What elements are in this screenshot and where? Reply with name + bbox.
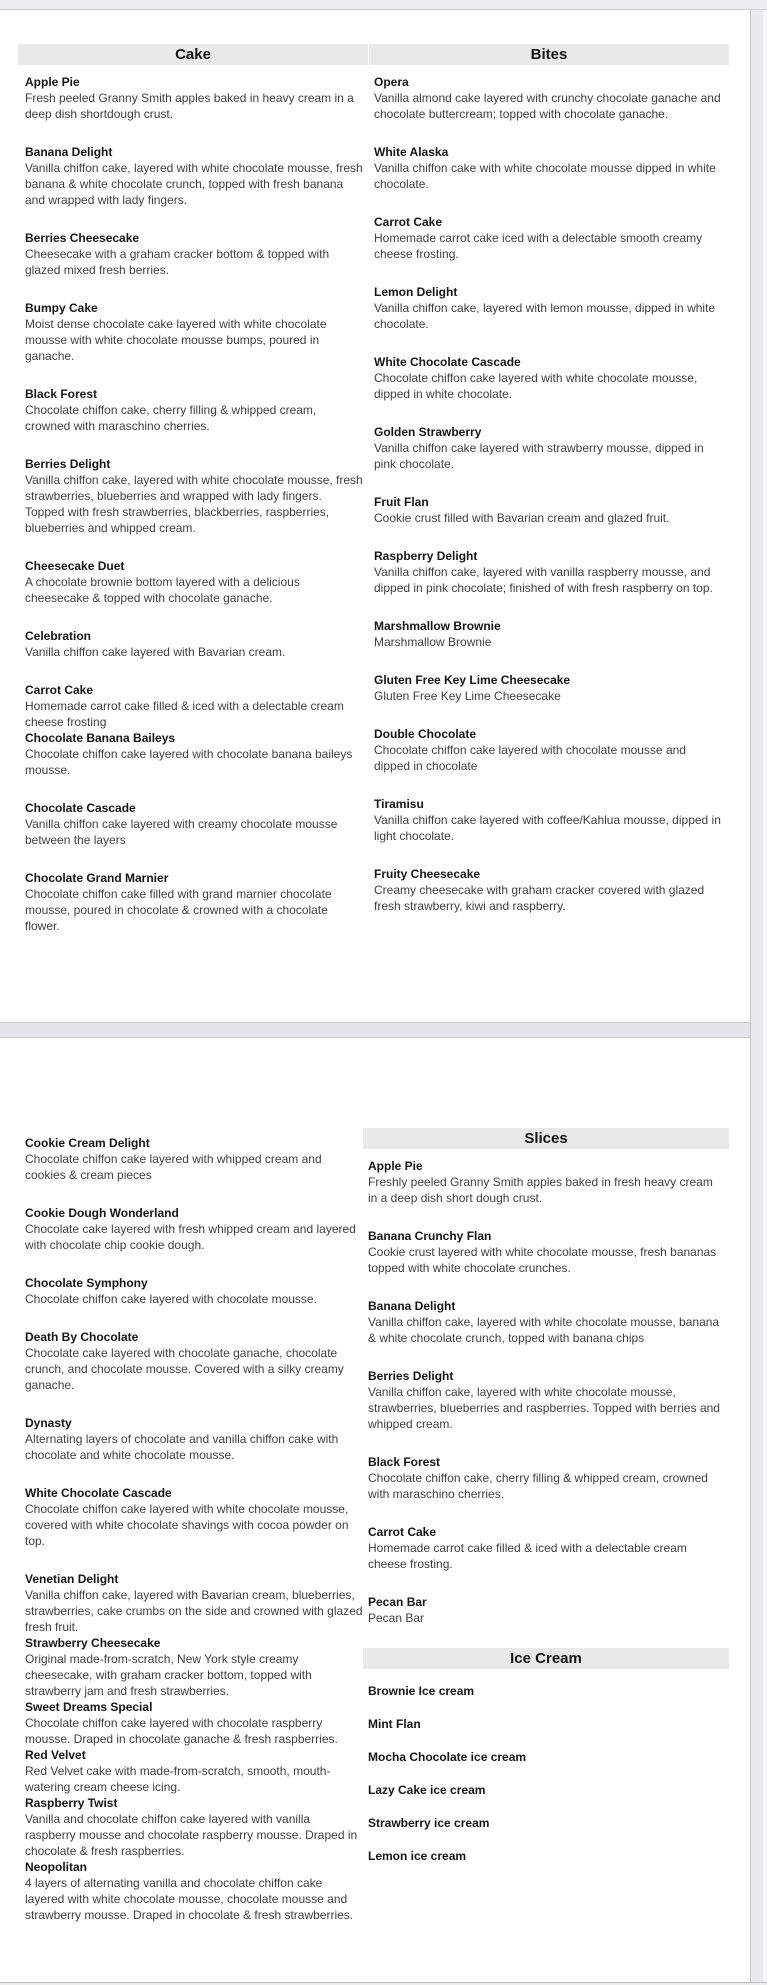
- menu-item: [374, 424, 725, 472]
- slices-items-list: [363, 1158, 729, 1626]
- menu-item-description: Homemade carrot cake filled & iced with a delectable cream cheese frosting.: [368, 1541, 687, 1571]
- menu-item: [25, 682, 364, 730]
- menu-item-name: Berries Delight: [368, 1369, 454, 1383]
- menu-item-name: Gluten Free Key Lime Cheesecake: [374, 673, 571, 687]
- menu-item-name: Mocha Chocolate ice cream: [368, 1750, 527, 1764]
- menu-item-description: Freshly peeled Granny Smith apples baked in fresh heavy cream in a deep dish short dough crust.: [368, 1175, 713, 1205]
- menu-item-name: Strawberry Cheesecake: [25, 1636, 161, 1650]
- menu-item-description: Homemade carrot cake iced with a delectable smooth creamy cheese frosting.: [374, 231, 703, 261]
- menu-item-description: Vanilla chiffon cake with white chocolate mousse dipped in white chocolate.: [374, 161, 716, 191]
- menu-item: [374, 144, 725, 192]
- ice-cream-items-list: [363, 1683, 729, 1864]
- menu-item-description: Vanilla chiffon cake, layered with white chocolate mousse, fresh banana & white chocolate crunch, topped with fresh banana and wrapped with lady fingers.: [25, 161, 363, 207]
- menu-item-description: Chocolate chiffon cake layered with white chocolate mousse, covered with white chocolate shavings with cocoa powder on top.: [25, 1502, 349, 1548]
- menu-item: [374, 726, 725, 774]
- menu-item-name: Cookie Dough Wonderland: [25, 1206, 179, 1220]
- menu-item: [368, 1368, 725, 1432]
- menu-item-description: Gluten Free Key Lime Cheesecake: [374, 689, 561, 703]
- menu-item-name: White Chocolate Cascade: [374, 355, 521, 369]
- page-break: [0, 1022, 767, 1038]
- cake-continued-items-list: [18, 1135, 368, 1923]
- menu-item-description: Chocolate chiffon cake, cherry filling & whipped cream, crowned with maraschino cherries.: [25, 403, 317, 433]
- bites-section-header: Bites: [369, 44, 729, 65]
- menu-item-description: Chocolate cake layered with fresh whipped cream and layered with chocolate chip cookie dough.: [25, 1222, 356, 1252]
- menu-item-name: Black Forest: [25, 387, 98, 401]
- menu-item: [25, 1571, 364, 1635]
- ice-cream-section-header: Ice Cream: [363, 1648, 729, 1669]
- menu-item-description: Chocolate chiffon cake layered with whipped cream and cookies & cream pieces: [25, 1152, 322, 1182]
- menu-item: [374, 354, 725, 402]
- menu-item-name: Marshmallow Brownie: [374, 619, 501, 633]
- menu-item: [374, 866, 725, 914]
- menu-item-name: Black Forest: [368, 1455, 441, 1469]
- menu-item-name: Bumpy Cake: [25, 301, 98, 315]
- menu-item: [374, 74, 725, 122]
- page2-cake-continued-column: [18, 1135, 368, 1923]
- menu-item-name: Cheesecake Duet: [25, 559, 125, 573]
- slices-section-header: Slices: [363, 1128, 729, 1149]
- viewer-top-margin: [0, 0, 767, 10]
- menu-item-description: Vanilla and chocolate chiffon cake layered with vanilla raspberry mousse and chocolate raspberry mousse. Draped in chocolate & fresh raspberries.: [25, 1812, 358, 1858]
- cake-section-header: Cake: [18, 44, 368, 65]
- menu-page-1: [0, 10, 750, 1022]
- menu-item: [374, 548, 725, 596]
- menu-item: [25, 1635, 364, 1699]
- scrollbar-track[interactable]: [763, 10, 767, 1982]
- menu-item-description: Pecan Bar: [368, 1611, 425, 1625]
- menu-item: [368, 1594, 725, 1626]
- menu-item-description: Red Velvet cake with made-from-scratch, smooth, mouth-watering cream cheese icing.: [25, 1764, 331, 1794]
- menu-item-name: Pecan Bar: [368, 1595, 427, 1609]
- menu-item-description: Vanilla chiffon cake layered with Bavarian cream.: [25, 645, 286, 659]
- menu-item-name: Chocolate Grand Marnier: [25, 871, 169, 885]
- menu-item: [368, 1454, 725, 1502]
- menu-item: [368, 1524, 725, 1572]
- menu-item-description: Chocolate chiffon cake layered with chocolate banana baileys mousse.: [25, 747, 353, 777]
- menu-item-name: Strawberry ice cream: [368, 1816, 490, 1830]
- menu-item: [25, 74, 364, 122]
- menu-item-name: Berries Delight: [25, 457, 111, 471]
- menu-item-name: Apple Pie: [368, 1159, 423, 1173]
- menu-item-name: Death By Chocolate: [25, 1330, 139, 1344]
- menu-item: [374, 672, 725, 704]
- menu-item-description: Vanilla chiffon cake, layered with Bavarian cream, blueberries, strawberries, cake crumbs on the side and crowned with glazed fresh fruit.: [25, 1588, 363, 1634]
- menu-item-name: Carrot Cake: [368, 1525, 437, 1539]
- menu-item-name: Sweet Dreams Special: [25, 1700, 153, 1714]
- menu-item: [368, 1228, 725, 1276]
- menu-item-name: Raspberry Twist: [25, 1796, 118, 1810]
- menu-item-name: Dynasty: [25, 1416, 72, 1430]
- menu-item: [25, 1747, 364, 1795]
- menu-item-name: Fruity Cheesecake: [374, 867, 481, 881]
- menu-item-description: Cheesecake with a graham cracker bottom & topped with glazed mixed fresh berries.: [25, 247, 330, 277]
- menu-item-description: Vanilla chiffon cake, layered with lemon mousse, dipped in white chocolate.: [374, 301, 716, 331]
- cake-items-list: [18, 74, 368, 934]
- menu-item-name: Neopolitan: [25, 1860, 87, 1874]
- menu-item-description: A chocolate brownie bottom layered with a delicious cheesecake & topped with chocolate ganache.: [25, 575, 300, 605]
- page1-cake-column: [18, 44, 368, 934]
- menu-item: [374, 796, 725, 844]
- menu-item-name: Fruit Flan: [374, 495, 429, 509]
- menu-item-description: Vanilla chiffon cake layered with strawberry mousse, dipped in pink chocolate.: [374, 441, 704, 471]
- menu-item-name: Lemon ice cream: [368, 1849, 467, 1863]
- menu-item-description: Vanilla chiffon cake layered with coffee/Kahlua mousse, dipped in light chocolate.: [374, 813, 721, 843]
- menu-item: [25, 456, 364, 536]
- menu-item-name: Chocolate Cascade: [25, 801, 136, 815]
- menu-item-name: Raspberry Delight: [374, 549, 478, 563]
- menu-item-description: Chocolate chiffon cake layered with chocolate mousse.: [25, 1292, 317, 1306]
- menu-item: [374, 618, 725, 650]
- menu-item: [25, 1135, 364, 1183]
- menu-item: [368, 1158, 725, 1206]
- menu-item-description: Vanilla chiffon cake, layered with vanilla raspberry mousse, and dipped in pink chocolate; finished of with fresh raspberry on top.: [374, 565, 713, 595]
- menu-item-description: Homemade carrot cake filled & iced with a delectable cream cheese frosting: [25, 699, 344, 729]
- menu-item-description: Fresh peeled Granny Smith apples baked in heavy cream in a deep dish shortdough crust.: [25, 91, 354, 121]
- viewer-right-gutter: [750, 10, 767, 1982]
- menu-item: [25, 144, 364, 208]
- page2-slices-column: [363, 1128, 729, 1864]
- menu-item: [25, 1205, 364, 1253]
- menu-item-description: Chocolate chiffon cake layered with white chocolate mousse, dipped in white chocolate.: [374, 371, 698, 401]
- menu-item: [25, 1795, 364, 1859]
- menu-item-name: Banana Delight: [25, 145, 113, 159]
- menu-item-description: Moist dense chocolate cake layered with white chocolate mousse with white chocolate mousse bumps, poured in ganache.: [25, 317, 327, 363]
- menu-item-description: Alternating layers of chocolate and vanilla chiffon cake with chocolate and white chocolate mousse.: [25, 1432, 339, 1462]
- menu-item-description: Chocolate cake layered with chocolate ganache, chocolate crunch, and chocolate mousse. Covered with a silky creamy ganache.: [25, 1346, 344, 1392]
- menu-item-name: Chocolate Symphony: [25, 1276, 148, 1290]
- menu-item: [25, 1699, 364, 1747]
- menu-item-name: Tiramisu: [374, 797, 424, 811]
- menu-item-name: Apple Pie: [25, 75, 80, 89]
- menu-item: [25, 870, 364, 934]
- menu-item-name: Banana Crunchy Flan: [368, 1229, 492, 1243]
- menu-item: [374, 284, 725, 332]
- menu-item-description: Original made-from-scratch, New York style creamy cheesecake, with graham cracker bottom, topped with strawberry jam and fresh strawberries.: [25, 1652, 312, 1698]
- menu-item: [368, 1298, 725, 1346]
- menu-item-name: Golden Strawberry: [374, 425, 482, 439]
- menu-item-description: Vanilla chiffon cake, layered with white chocolate mousse, fresh strawberries, blueberries and wrapped with lady fingers. Topped with fresh strawberries, blackberries, raspberries, blueberries and whipped cream.: [25, 473, 363, 535]
- menu-item: [374, 214, 725, 262]
- menu-item-name: Celebration: [25, 629, 92, 643]
- menu-item: [25, 1329, 364, 1393]
- menu-item-description: Chocolate chiffon cake layered with chocolate mousse and dipped in chocolate: [374, 743, 686, 773]
- menu-item: [25, 300, 364, 364]
- menu-item: [25, 230, 364, 278]
- menu-item-name: Lemon Delight: [374, 285, 458, 299]
- bites-items-list: [369, 74, 729, 914]
- menu-item-name: Double Chocolate: [374, 727, 477, 741]
- menu-item: [25, 1485, 364, 1549]
- menu-item: [25, 730, 364, 778]
- menu-item: [25, 386, 364, 434]
- menu-item-description: Chocolate chiffon cake, cherry filling & whipped cream, crowned with maraschino cherries.: [368, 1471, 708, 1501]
- menu-item-name: Brownie Ice cream: [368, 1684, 475, 1698]
- menu-item-name: Mint Flan: [368, 1717, 421, 1731]
- page1-bites-column: [369, 44, 729, 914]
- menu-item-name: Venetian Delight: [25, 1572, 119, 1586]
- menu-item-name: Berries Cheesecake: [25, 231, 140, 245]
- menu-item-description: Vanilla chiffon cake, layered with white chocolate mousse, banana & white chocolate crunch, topped with banana chips: [368, 1315, 720, 1345]
- menu-page-2: [0, 1038, 750, 1982]
- menu-item-name: White Alaska: [374, 145, 449, 159]
- menu-item-description: Marshmallow Brownie: [374, 635, 492, 649]
- menu-item-name: Carrot Cake: [374, 215, 443, 229]
- menu-item: [25, 1275, 364, 1307]
- menu-item-name: Cookie Cream Delight: [25, 1136, 150, 1150]
- menu-item-description: Cookie crust layered with white chocolate mousse, fresh bananas topped with white chocolate crunches.: [368, 1245, 717, 1275]
- menu-item: [25, 1415, 364, 1463]
- menu-item-name: Chocolate Banana Baileys: [25, 731, 176, 745]
- menu-item-description: 4 layers of alternating vanilla and chocolate chiffon cake layered with white chocolate mousse, chocolate mousse and strawberry mousse. Draped in chocolate & fresh strawberries.: [25, 1876, 354, 1922]
- menu-item-name: White Chocolate Cascade: [25, 1486, 172, 1500]
- menu-item: [25, 628, 364, 660]
- menu-item-description: Chocolate chiffon cake filled with grand marnier chocolate mousse, poured in chocolate & crowned with a chocolate flower.: [25, 887, 332, 933]
- menu-item-description: Creamy cheesecake with graham cracker covered with glazed fresh strawberry, kiwi and raspberry.: [374, 883, 705, 913]
- menu-item-name: Banana Delight: [368, 1299, 456, 1313]
- menu-item-description: Vanilla almond cake layered with crunchy chocolate ganache and chocolate buttercream; topped with chocolate ganache.: [374, 91, 721, 121]
- menu-item: [25, 800, 364, 848]
- menu-item: [25, 1859, 364, 1923]
- menu-item-name: Opera: [374, 75, 409, 89]
- menu-item-description: Chocolate chiffon cake layered with chocolate raspberry mousse. Draped in chocolate ganache & fresh raspberries.: [25, 1716, 338, 1746]
- menu-item-description: Vanilla chiffon cake, layered with white chocolate mousse, strawberries, blueberries and raspberries. Topped with berries and whipped cream.: [368, 1385, 720, 1431]
- menu-item-description: Vanilla chiffon cake layered with creamy chocolate mousse between the layers: [25, 817, 338, 847]
- menu-item-name: Red Velvet: [25, 1748, 86, 1762]
- menu-item-description: Cookie crust filled with Bavarian cream and glazed fruit.: [374, 511, 670, 525]
- menu-item-name: Carrot Cake: [25, 683, 94, 697]
- menu-item: [374, 494, 725, 526]
- menu-item: [25, 558, 364, 606]
- menu-item-name: Lazy Cake ice cream: [368, 1783, 486, 1797]
